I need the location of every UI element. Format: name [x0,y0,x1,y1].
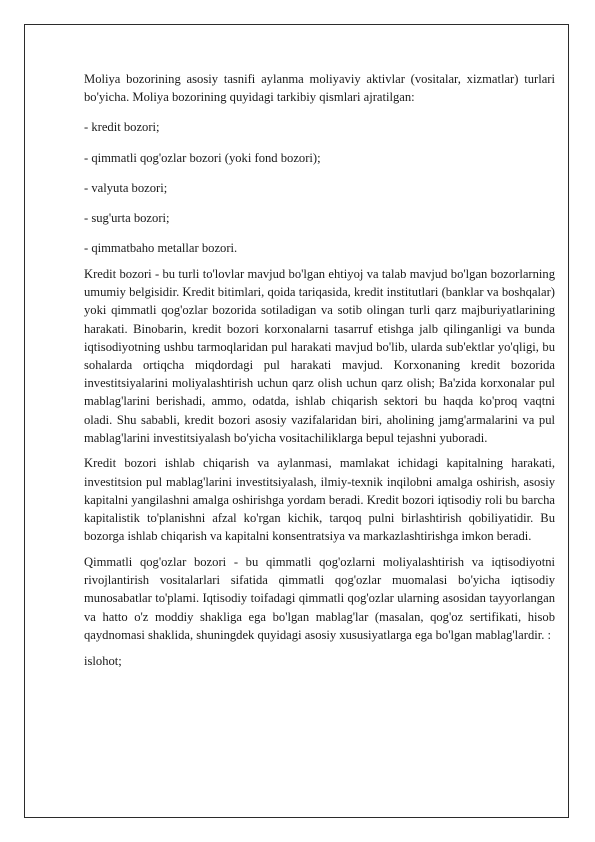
list-item: - sug'urta bozori; [84,211,170,226]
body-paragraph: Kredit bozori ishlab chiqarish va aylanmasi, mamlakat ichidagi kapitalning harakati, investitsion pul mablag'larini investitsiyalash, ilmiy-texnik inqilobni amalga oshirish, asosiy kapitalni yangilashni amalga oshirishga yordam beradi. Kredit bozori iqtisodiy roli bu barcha kapitalistik to'planishni afzal ko'rgan kichik, tarqoq pulni birlashtirish qobiliyatidir. Bu bozorga ishlab chiqarish va kapitalni konsentratsiya va markazlashtirishga imkon beradi. [84,456,555,544]
list-item: - valyuta bozori; [84,180,168,195]
list-item: - kredit bozori; [84,120,160,135]
list-item: - qimmatbaho metallar bozori. [84,241,238,256]
document-body [84,70,555,678]
intro-paragraph: Moliya bozorining asosiy tasnifi aylanma moliyaviy aktivlar (vositalar, xizmatlar) turlari bo'yicha. Moliya bozorining quyidagi tarkibiy qismlari ajratilgan: [84,72,555,105]
body-paragraph: Qimmatli qog'ozlar bozori - bu qimmatli qog'ozlarni moliyalashtirish va iqtisodiyotni rivojlantirish vositalarlari sifatida qimmatli qog'ozlar muomalasi bo'yicha iqtisodiy munosabatlar to'plami. Iqtisodiy toifadagi qimmatli qog'ozlar ularning asosidan tayyorlangan va hatto o'z moddiy shakliga ega bo'lgan mablag'lar (masalan, qog'oz sertifikati, hisob qaydnomasi shaklida, shuningdek quyidagi asosiy xususiyatlarga ega bo'lgan mablag'lardir. : [84,554,555,642]
trailing-line: islohot; [84,653,122,668]
list-item: - qimmatli qog'ozlar bozori (yoki fond bozori); [84,150,321,165]
body-paragraph: Kredit bozori - bu turli to'lovlar mavjud bo'lgan ehtiyoj va talab mavjud bo'lgan bozorlarning umumiy belgisidir. Kredit bitimlari, qoida tariqasida, kredit institutlari (banklar va boshqalar) yoki qimmatli qog'ozlar bozorida sotiladigan va sotib olingan turli qarz majburiyatlarining harakati. Binobarin, kredit bozori korxonalarni tasarruf etishga jalb qilinganligi va bunda iqtisodiyotning ushbu tarmoqlaridan pul harakati mavjud bo'lib, ularda sub'ektlar yo'qligi, bu sohalarda ortiqcha miqdordagi pul harakati mavjud. Korxonaning kredit bozorida investitsiyalarini moliyalashtirish uchun qarz olish uchun qarz olish; Ba'zida korxonalar pul mablag'larini berishadi, ammo, odatda, ishlab chiqarish sektori bu haqda ko'proq vaqtni oladi. Shu sababli, kredit bozori asosiy vazifalaridan biri, aholining jamg'armalarini va pul mablag'larini investitsiyalash bo'yicha vositachiliklarga bepul tejashni yuboradi. [84,266,555,445]
